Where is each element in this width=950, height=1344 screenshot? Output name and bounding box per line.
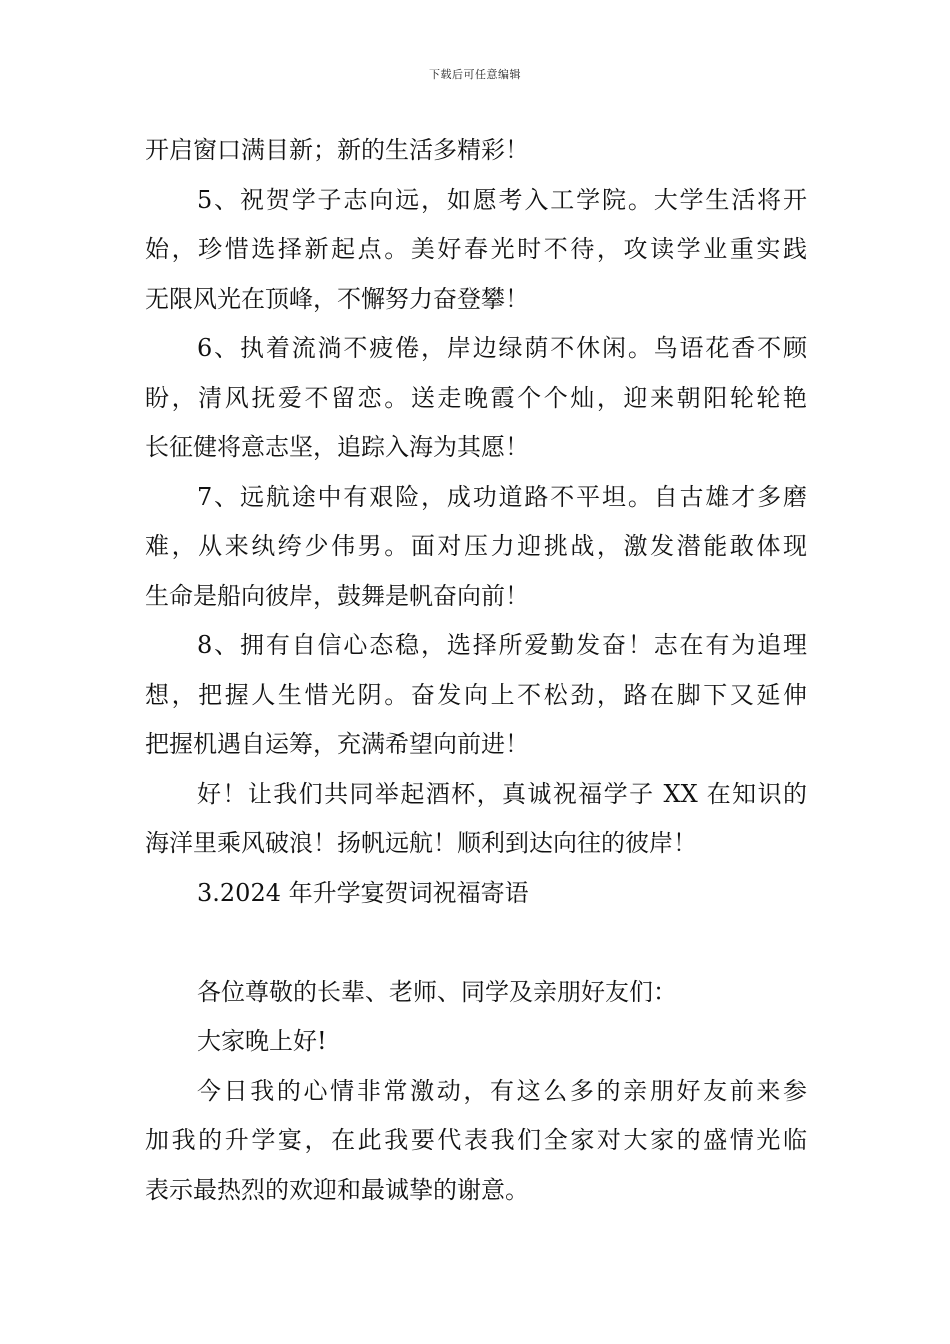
text-line: 长征健将意志坚，追踪入海为其愿！ bbox=[145, 433, 529, 461]
text-line: 好！让我们共同举起酒杯，真诚祝福学子 XX 在知识的 bbox=[197, 779, 807, 808]
text-line: 海洋里乘风破浪！扬帆远航！顺利到达向往的彼岸！ bbox=[145, 829, 697, 857]
text-line: 盼，清风抚爱不留恋。送走晚霞个个灿，迎来朝阳轮轮艳 bbox=[145, 383, 807, 412]
text-line: 今日我的心情非常激动，有这么多的亲朋好友前来参 bbox=[197, 1076, 807, 1105]
text-line: 7、远航途中有艰险，成功道路不平坦。自古雄才多磨 bbox=[197, 482, 807, 511]
blank-line bbox=[145, 918, 807, 968]
text-line: 无限风光在顶峰，不懈努力奋登攀！ bbox=[145, 284, 529, 313]
greeting: 大家晚上好! bbox=[197, 1027, 327, 1055]
text-line: 8、拥有自信心态稳，选择所爱勤发奋！志在有为追理 bbox=[197, 631, 807, 659]
text-line: 加我的升学宴，在此我要代表我们全家对大家的盛情光临 bbox=[145, 1126, 807, 1154]
text-line: 始，珍惜选择新起点。美好春光时不待，攻读学业重实践 bbox=[145, 235, 807, 263]
text-line: 开启窗口满目新；新的生活多精彩！ bbox=[145, 136, 529, 164]
text-line: 把握机遇自运筹，充满希望向前进！ bbox=[145, 730, 529, 758]
header-note: 下载后可任意编辑 bbox=[429, 68, 521, 81]
text-line: 想，把握人生惜光阴。奋发向上不松劲，路在脚下又延伸 bbox=[145, 680, 807, 709]
document-body bbox=[145, 126, 807, 1215]
text-line: 6、执着流淌不疲倦，岸边绿荫不休闲。鸟语花香不顾 bbox=[197, 334, 807, 362]
text-line: 表示最热烈的欢迎和最诚挚的谢意。 bbox=[145, 1175, 529, 1204]
text-line: 难，从来纨绔少伟男。面对压力迎挑战，激发潜能敢体现 bbox=[145, 532, 807, 560]
salutation: 各位尊敬的长辈、老师、同学及亲朋好友们： bbox=[197, 977, 677, 1006]
section-heading: 3.2024 年升学宴贺词祝福寄语 bbox=[197, 878, 529, 907]
text-line: 5、祝贺学子志向远，如愿考入工学院。大学生活将开 bbox=[197, 185, 807, 214]
text-line: 生命是船向彼岸，鼓舞是帆奋向前！ bbox=[145, 581, 529, 610]
